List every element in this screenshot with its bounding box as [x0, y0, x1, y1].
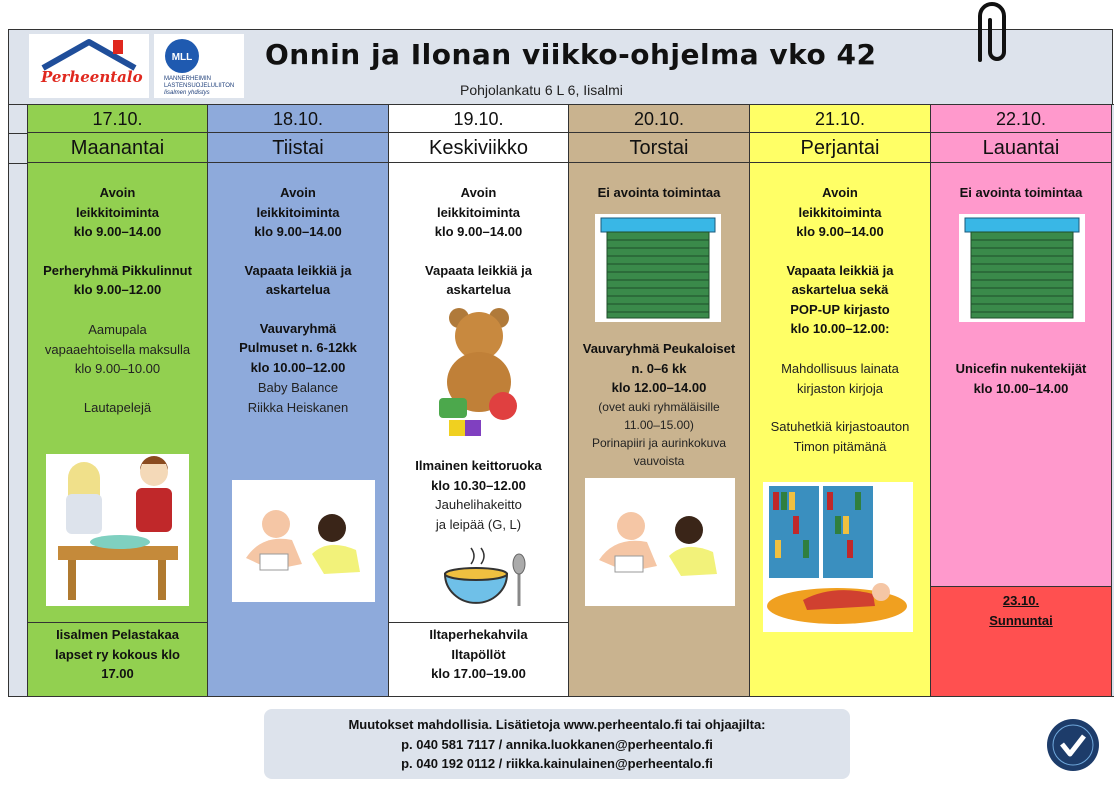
shutter-icon [959, 214, 1085, 322]
day-date: 18.10. [208, 104, 388, 133]
activity-line: Vapaata leikkiä ja [244, 262, 352, 278]
day-column-tuesday [207, 104, 389, 697]
day-column-monday [27, 104, 208, 697]
activity-line: klo 10.00–14.00 [973, 380, 1069, 396]
activity-line: klo 9.00–14.00 [73, 224, 162, 239]
activity-line: klo 9.00–12.00 [73, 282, 162, 297]
activity-line: Riikka Heiskanen [247, 399, 349, 415]
footer-line: p. 040 192 0112 / riikka.kainulainen@perheentalo.fi [401, 756, 713, 771]
footer-line: Muutokset mahdollisia. Lisätietoja www.perheentalo.fi tai ohjaajilta: [348, 717, 766, 732]
activity-line: klo 10.00–12.00 [250, 359, 346, 375]
mll-logo [154, 34, 244, 98]
sunday-date: 23.10. [1002, 593, 1040, 608]
activity-line: (ovet auki ryhmäläisille [598, 400, 720, 414]
activity-line: Vauvaryhmä Peukaloiset [582, 341, 736, 356]
svg-text:MLL: MLL [171, 52, 193, 63]
activity-line: Iltaperhekahvila [429, 627, 528, 642]
paperclip-icon [968, 2, 1016, 64]
bookshelf-reading-icon [763, 482, 913, 632]
activity-line: leikkitoiminta [75, 204, 160, 220]
activity-line: Avoin [460, 185, 497, 200]
sunday-cell [931, 586, 1111, 696]
activity-line: leikkitoiminta [798, 204, 882, 220]
house-logo-icon [29, 34, 149, 98]
children-board-game-icon [46, 454, 189, 606]
left-gutter [8, 104, 28, 697]
babies-icon [585, 478, 735, 606]
day-column-wednesday [388, 104, 569, 697]
day-name: Maanantai [28, 133, 207, 163]
soup-bowl-icon [441, 544, 527, 614]
mll-line2: LASTENSUOJELULIITON [164, 83, 235, 89]
activity-line: Iltapöllöt [451, 646, 506, 662]
activity-line: askartelua sekä [791, 282, 889, 297]
footer-info [264, 709, 850, 779]
footer-line: p. 040 581 7117 / annika.luokkanen@perheentalo.fi [401, 736, 713, 752]
mll-line3: Iisalmen yhdistys [164, 90, 210, 96]
activity-line: leikkitoiminta [256, 204, 340, 220]
sunday-name: Sunnuntai [989, 612, 1053, 628]
activity-line: POP-UP kirjasto [790, 301, 890, 317]
day-date: 20.10. [569, 104, 749, 133]
activity-line: lapset ry kokous klo [55, 646, 180, 662]
activity-line: askartelua [446, 282, 511, 297]
activity-line: klo 12.00–14.00 [611, 380, 707, 395]
day-name: Torstai [569, 133, 749, 163]
activity-line: Vapaata leikkiä ja [425, 262, 532, 278]
activity-line: n. 0–6 kk [631, 360, 687, 376]
day-name: Lauantai [931, 133, 1111, 163]
activity-line: klo 10.30–12.00 [431, 477, 526, 493]
day-name: Keskiviikko [389, 133, 568, 163]
activity-line: kirjaston kirjoja [797, 380, 883, 396]
activity-line: Mahdollisuus lainata [781, 361, 899, 376]
address: Pohjolankatu 6 L 6, Iisalmi [460, 82, 623, 98]
activity-line: Timon pitämänä [793, 438, 887, 454]
activity-line: 17.00 [101, 666, 134, 681]
day-column-thursday [568, 104, 750, 697]
activity-line: klo 9.00–14.00 [254, 224, 342, 239]
activity-line: klo 9.00–14.00 [434, 224, 523, 239]
day-date: 21.10. [750, 104, 930, 133]
activity-line: Lautapelejä [83, 399, 152, 415]
activity-line: Ilmainen keittoruoka [415, 458, 542, 473]
teddy-bear-icon [429, 302, 529, 442]
day-name: Perjantai [750, 133, 930, 163]
activity-line: Baby Balance [257, 380, 339, 395]
day-column-friday [749, 104, 931, 697]
activity-line: Avoin [99, 185, 136, 200]
activity-line: Satuhetkiä kirjastoauton [770, 419, 910, 434]
activity-line: Aamupala [88, 322, 147, 337]
activity-line: Iisalmen Pelastakaa [56, 627, 179, 642]
activity-line: Avoin [822, 185, 858, 200]
activity-line: vapaaehtoisella maksulla [44, 341, 191, 357]
activity-line: Porinapiiri ja aurinkokuva [591, 436, 727, 450]
mll-line1: MANNERHEIMIN [164, 76, 212, 82]
activity-line: Pulmuset n. 6-12kk [239, 340, 357, 355]
perheentalo-logo-text: Perheentalo [41, 68, 143, 86]
activity-line: 11.00–15.00) [624, 418, 694, 432]
day-column-saturday [930, 104, 1112, 697]
mll-logo-icon [164, 38, 200, 74]
activity-line: Unicefin nukentekijät [955, 361, 1087, 376]
activity-line: leikkitoiminta [436, 204, 521, 220]
badge-logo-icon [1046, 718, 1100, 772]
activity-line: Ei avointa toimintaa [959, 185, 1083, 200]
day-date: 17.10. [28, 104, 207, 133]
activity-line: klo 10.00–12.00: [790, 321, 890, 336]
activity-line: Perheryhmä Pikkulinnut [43, 262, 192, 278]
shutter-icon [595, 214, 721, 322]
activity-line: klo 17.00–19.00 [431, 666, 526, 681]
activity-line: vauvoista [633, 454, 685, 468]
activity-line: klo 9.00–10.00 [74, 361, 161, 376]
day-date: 22.10. [931, 104, 1111, 133]
perheentalo-logo [29, 34, 149, 98]
day-name: Tiistai [208, 133, 388, 163]
day-date: 19.10. [389, 104, 568, 133]
activity-line: Vauvaryhmä [259, 320, 337, 336]
activity-line: klo 9.00–14.00 [796, 224, 884, 239]
page-title: Onnin ja Ilonan viikko-ohjelma vko 42 [265, 38, 877, 71]
activity-line: Vapaata leikkiä ja [786, 262, 894, 278]
babies-icon [232, 480, 375, 602]
activity-line: Ei avointa toimintaa [597, 185, 721, 200]
activity-line: Avoin [280, 185, 316, 200]
activity-line: askartelua [265, 282, 331, 297]
activity-line: Jauhelihakeitto [435, 497, 522, 512]
activity-line: ja leipää (G, L) [435, 516, 522, 532]
